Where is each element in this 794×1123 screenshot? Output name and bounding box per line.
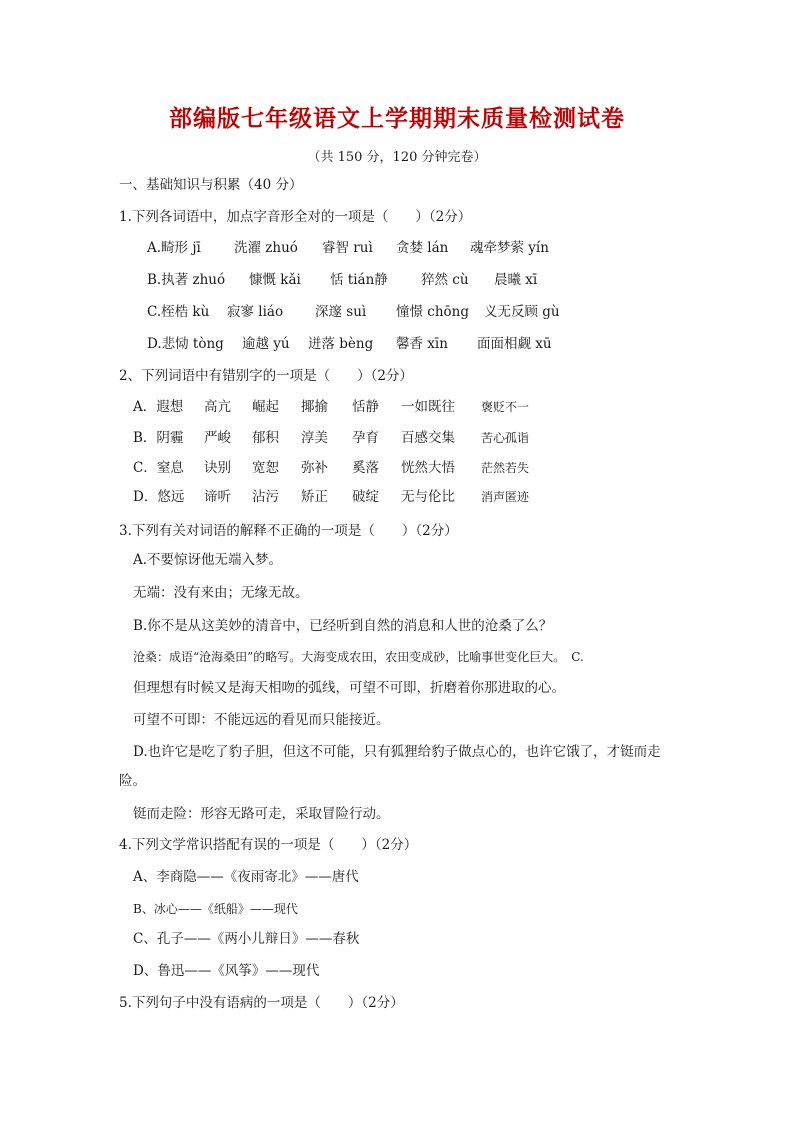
q4-option-c: C、孔子——《两小儿辩日》——春秋 [133, 931, 360, 947]
q1-a-item: 魂牵梦萦 yín [470, 240, 549, 256]
q2-option-d [0, 488, 794, 508]
q1-c-item: 深邃 suì [315, 304, 367, 320]
q1-option-b [0, 271, 794, 291]
q2-c-item: 恍然大悟 [401, 460, 455, 476]
q1-b-item: 慷慨 kǎi [249, 272, 301, 288]
q3-option-c-sentence: 但理想有时候又是海天相吻的弧线，可望不可即，折磨着你那进取的心。 [133, 680, 565, 696]
q2-d-item: 消声匿迹 [481, 490, 530, 504]
q1-d-item: D.悲恸 tòng [147, 336, 224, 352]
q3-option-d-sentence: D.也许它是吃了豹子胆，但这不可能，只有狐狸给豹子做点心的，也许它饿了，才铤而走 [133, 744, 661, 760]
q2-d-item: D．悠远 [133, 489, 185, 505]
q2-b-item: 郁积 [252, 430, 279, 446]
q2-a-item: 恬静 [352, 399, 379, 415]
q2-d-item: 破绽 [352, 489, 379, 505]
q2-a-item: A．遐想 [133, 399, 184, 415]
q1-a-item: A.畸形 jī [147, 240, 201, 256]
q2-d-item: 矫正 [301, 489, 328, 505]
q1-d-item: 迸落 bèng [308, 336, 374, 352]
question-1-stem: 1.下列各词语中，加点字音形全对的一项是（ ）（2分） [119, 209, 472, 225]
q1-b-item: 晨曦 xī [494, 272, 538, 288]
q2-c-item: 诀别 [204, 460, 231, 476]
section-heading: 一、基础知识与积累（40 分） [119, 177, 303, 193]
q4-option-b: B、冰心——《纸船》——现代 [133, 902, 298, 916]
q1-option-d [0, 335, 794, 355]
q2-option-b [0, 429, 794, 449]
q1-b-item: 猝然 cù [421, 272, 469, 288]
question-4-stem: 4.下列文学常识搭配有误的一项是（ ）（2分） [119, 837, 418, 853]
page-title: 部编版七年级语文上学期期末质量检测试卷 [169, 105, 625, 132]
q3-option-d-explain: 铤而走险：形容无路可走，采取冒险行动。 [133, 806, 390, 822]
q4-option-a: A、李商隐——《夜雨寄北》——唐代 [133, 869, 359, 885]
q2-d-item: 无与伦比 [401, 489, 455, 505]
q2-b-item: 百感交集 [401, 430, 455, 446]
q2-option-c [0, 459, 794, 479]
q2-d-item: 谛听 [204, 489, 231, 505]
question-2-stem: 2、下列词语中有错别字的一项是（ ）（2分） [119, 368, 413, 384]
q1-option-a [0, 239, 794, 259]
q2-b-item: 苦心孤诣 [481, 431, 530, 445]
q1-b-item: B.执著 zhuó [147, 272, 226, 288]
q2-a-item: 褒贬不一 [481, 400, 530, 414]
q3-option-b-explain: 沧桑：成语“沧海桑田”的略写。大海变成农田，农田变成砂，比喻事世变化巨大。 C. [133, 650, 584, 664]
q2-b-item: 淳美 [301, 430, 328, 446]
q1-b-item: 恬 tián静 [330, 272, 388, 288]
q3-option-d-sentence-cont: 险。 [119, 773, 146, 789]
q3-option-a-explain: 无端：没有来由；无缘无故。 [133, 585, 309, 601]
q2-b-item: 严峻 [204, 430, 231, 446]
q2-a-item: 一如既往 [401, 399, 455, 415]
q2-c-item: 宽恕 [252, 460, 279, 476]
q3-option-b-sentence: B.你不是从这美妙的清音中，已经听到自然的消息和人世的沧桑了么？ [133, 618, 553, 634]
q1-a-item: 睿智 ruì [322, 240, 373, 256]
q2-a-item: 高亢 [204, 399, 231, 415]
question-5-stem: 5.下列句子中没有语病的一项是（ ）（2分） [119, 995, 404, 1011]
question-3-stem: 3.下列有关对词语的解释不正确的一项是（ ）（2分） [119, 523, 458, 539]
q1-d-item: 逾越 yú [242, 336, 290, 352]
q2-b-item: B．阴霾 [133, 430, 184, 446]
q1-c-item: 憧憬 chōng [396, 304, 470, 320]
q4-option-d: D、鲁迅——《风筝》——现代 [133, 963, 320, 979]
q3-option-c-explain: 可望不可即：不能远远的看见而只能接近。 [133, 712, 390, 728]
q1-a-item: 贪婪 lán [396, 240, 449, 256]
q1-c-item: C.桎梏 kù [147, 304, 210, 320]
q2-c-item: 奚落 [352, 460, 379, 476]
q3-option-a-sentence: A.不要惊讶他无端入梦。 [133, 552, 283, 568]
q1-d-item: 面面相觑 xū [477, 336, 552, 352]
q2-c-item: C．窒息 [133, 460, 184, 476]
q2-a-item: 崛起 [252, 399, 279, 415]
q2-a-item: 揶揄 [301, 399, 328, 415]
q2-c-item: 弥补 [301, 460, 328, 476]
q1-d-item: 馨香 xīn [396, 336, 448, 352]
q2-c-item: 茫然若失 [481, 461, 530, 475]
q2-d-item: 沾污 [252, 489, 279, 505]
q2-option-a [0, 398, 794, 418]
page-subtitle: （共 150 分，120 分钟完卷） [307, 150, 487, 165]
q1-c-item: 寂寥 liáo [227, 304, 284, 320]
q2-b-item: 孕育 [352, 430, 379, 446]
q1-a-item: 洗濯 zhuó [234, 240, 298, 256]
q1-c-item: 义无反顾 gù [484, 304, 560, 320]
q1-option-c [0, 303, 794, 323]
